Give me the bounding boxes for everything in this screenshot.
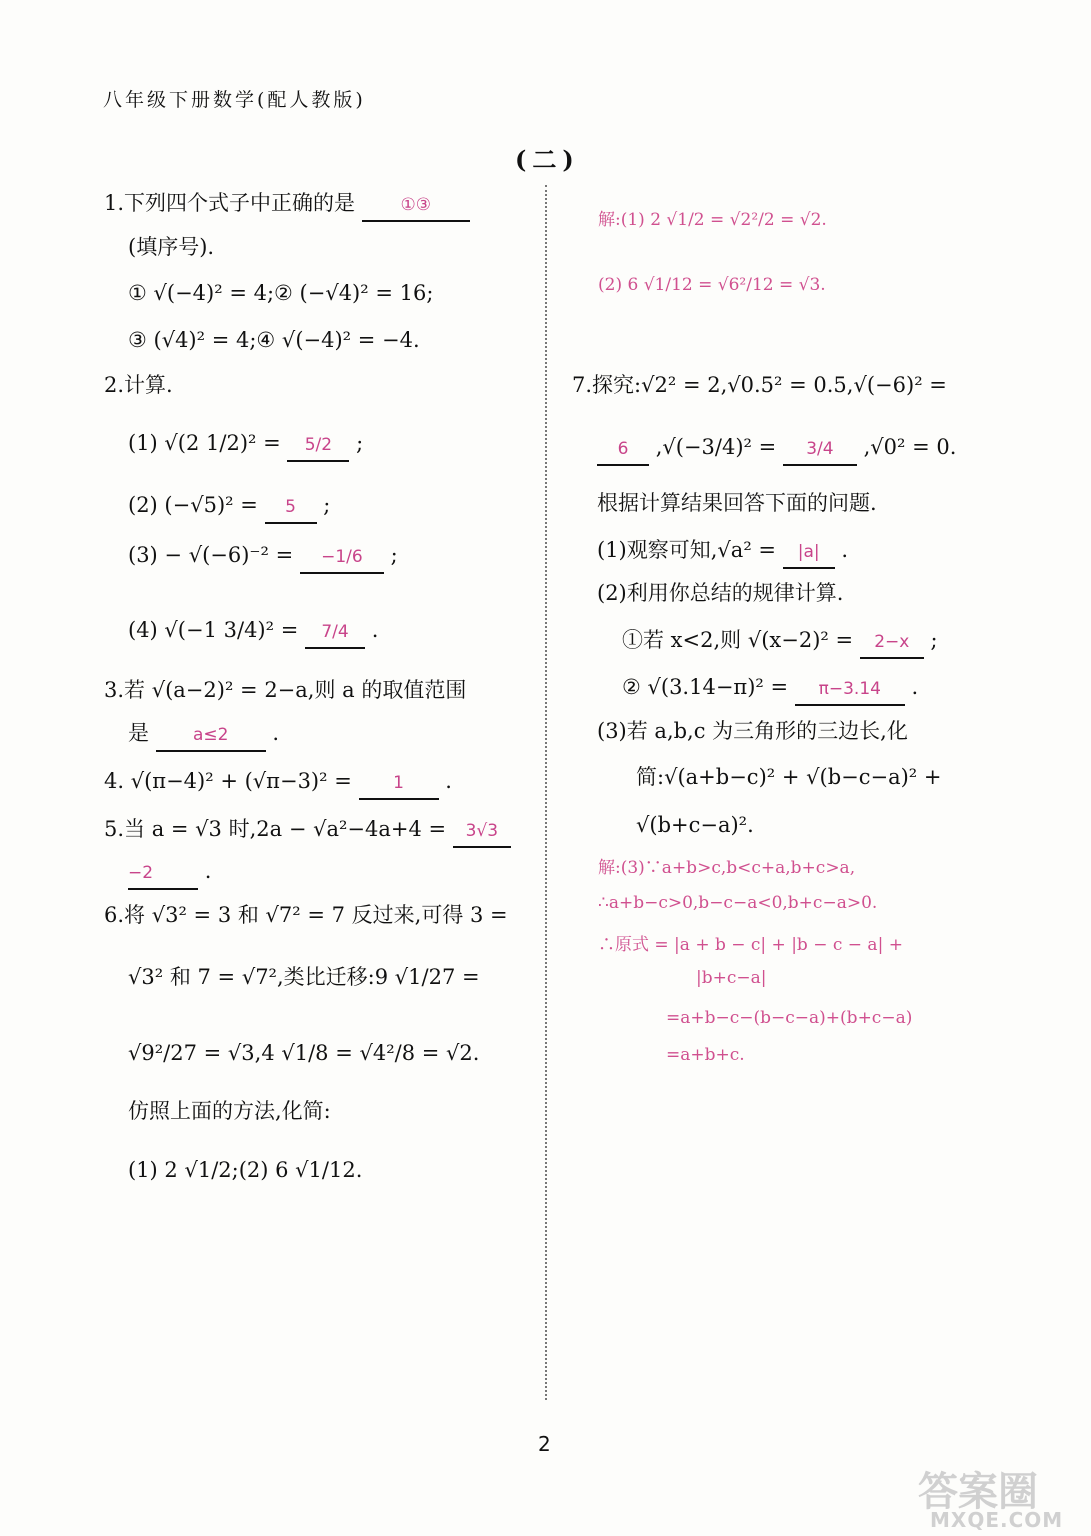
q1-answer: ①③ (400, 195, 431, 215)
q7-part1-answer-blank (783, 535, 835, 569)
q7-solution-line3: ∴原式 = |a + b − c| + |b − c − a| + (598, 935, 903, 955)
q4-answer-blank (359, 766, 439, 800)
q7-part2b-answer-blank (795, 672, 905, 706)
q7-part2: (2)利用你总结的规律计算. (597, 581, 844, 605)
page-header: 八年级下册数学(配人教版) (103, 89, 366, 111)
q7-part2b-post: . (911, 675, 919, 699)
q7-answer1: 6 (617, 439, 629, 459)
q7-solution-line5: =a+b−c−(b−c−a)+(b+c−a) (666, 1008, 913, 1028)
q5-answer1: 3√3 (465, 821, 499, 841)
q1-line3: ① √(−4)² = 4;② (−√4)² = 16; (128, 281, 434, 305)
q5-stem: 5.当 a = √3 时,2a − √a²−4a+4 = (104, 817, 447, 841)
column-divider (545, 185, 547, 1400)
question-4 (104, 766, 452, 800)
sol6-line2: (2) 6 √1/12 = √6²/12 = √3. (598, 275, 826, 295)
q3-answer: a≤2 (192, 725, 229, 745)
section-title: (二) (515, 145, 580, 174)
q7-answer2: 3/4 (806, 439, 834, 459)
q2-sep1: ; (356, 431, 364, 455)
q7-part1-post: . (841, 538, 849, 562)
q7-answer1-blank (597, 432, 649, 466)
q7-part2a-post: ; (930, 628, 938, 652)
q7-solution-line2: ∴a+b−c>0,b−c−a<0,b+c−a>0. (598, 893, 878, 913)
q2-title: 2.计算. (104, 373, 173, 397)
q5-post: . (204, 859, 212, 883)
q7-part2a: ①若 x<2,则 √(x−2)² = (622, 628, 854, 652)
q3-pre: 是 (128, 721, 149, 745)
q7-part2b: ② √(3.14−π)² = (622, 675, 789, 699)
q3-line1: 3.若 √(a−2)² = 2−a,则 a 的取值范围 (104, 678, 467, 702)
q7-solution-line4: |b+c−a| (696, 968, 767, 988)
q7-part2a-answer-blank (860, 625, 924, 659)
q6-line5: (1) 2 √1/2;(2) 6 √1/12. (128, 1158, 363, 1182)
q2-answer1: 5/2 (304, 435, 333, 455)
q2-part1: (1) √(2 1/2)² = (128, 431, 281, 455)
q2-sep3: ; (390, 543, 398, 567)
q2-answer2-blank (265, 490, 317, 524)
q2-part3: (3) − √(−6)⁻² = (128, 543, 294, 567)
q7-solution-line1: 解:(3)∵a+b>c,b<c+a,b+c>a, (598, 858, 856, 878)
q6-line3: √9²/27 = √3,4 √1/8 = √4²/8 = √2. (128, 1041, 480, 1065)
q7-part1-answer: |a| (797, 542, 820, 562)
q7-part1: (1)观察可知,√a² = (597, 538, 777, 562)
q4-answer: 1 (393, 773, 404, 793)
q5-answer1-blank (453, 814, 511, 848)
page-number: 2 (538, 1432, 551, 1456)
q2-sep2: ; (323, 493, 331, 517)
q2-answer4-blank (305, 615, 365, 649)
q2-part4: (4) √(−1 3/4)² = (128, 618, 299, 642)
q2-answer3: −1/6 (321, 547, 363, 567)
q2-sep4: . (371, 618, 379, 642)
q7-tail: ,√0² = 0. (863, 435, 957, 459)
q7-part3-line2: 简:√(a+b−c)² + √(b−c−a)² + (636, 765, 942, 789)
q6-line4: 仿照上面的方法,化简: (128, 1099, 331, 1123)
q1-line4: ③ (√4)² = 4;④ √(−4)² = −4. (128, 328, 420, 352)
q7-line1: 7.探究:√2² = 2,√0.5² = 0.5,√(−6)² = (572, 373, 947, 397)
q3-post: . (272, 721, 280, 745)
q2-answer3-blank (300, 540, 384, 574)
q7-part2b-answer: π−3.14 (818, 679, 881, 699)
q7-part3-line3: √(b+c−a)². (636, 813, 754, 837)
sol6-line1: 解:(1) 2 √1/2 = √2²/2 = √2. (598, 210, 827, 230)
q7-solution-line6: =a+b+c. (666, 1045, 745, 1065)
q2-answer1-blank (287, 428, 349, 462)
q7-part2a-answer: 2−x (874, 632, 910, 652)
q7-mid: ,√(−3/4)² = (655, 435, 777, 459)
q5-answer2: −2 (128, 863, 154, 883)
q2-answer4: 7/4 (321, 622, 349, 642)
watermark-en: MXQE.COM (930, 1508, 1064, 1532)
watermark-cn: 答案圈 (918, 1469, 1038, 1515)
q2-part2: (2) (−√5)² = (128, 493, 258, 517)
q5-answer2-blank (128, 856, 198, 890)
q7-part3-line1: (3)若 a,b,c 为三角形的三边长,化 (597, 719, 908, 743)
q1-answer-blank (362, 188, 470, 222)
q7-answer2-blank (783, 432, 857, 466)
q7-line3: 根据计算结果回答下面的问题. (597, 491, 877, 515)
q6-line1: 6.将 √3² = 3 和 √7² = 7 反过来,可得 3 = (104, 903, 508, 927)
q4-post: . (445, 769, 452, 793)
q1-stem: 1.下列四个式子中正确的是 (104, 191, 356, 215)
q4-stem: 4. √(π−4)² + (√π−3)² = (104, 769, 352, 793)
q6-line2: √3² 和 7 = √7²,类比迁移:9 √1/27 = (128, 965, 480, 989)
q1-line2: (填序号). (128, 235, 215, 259)
q2-answer2: 5 (285, 497, 296, 517)
q3-answer-blank (156, 718, 266, 752)
